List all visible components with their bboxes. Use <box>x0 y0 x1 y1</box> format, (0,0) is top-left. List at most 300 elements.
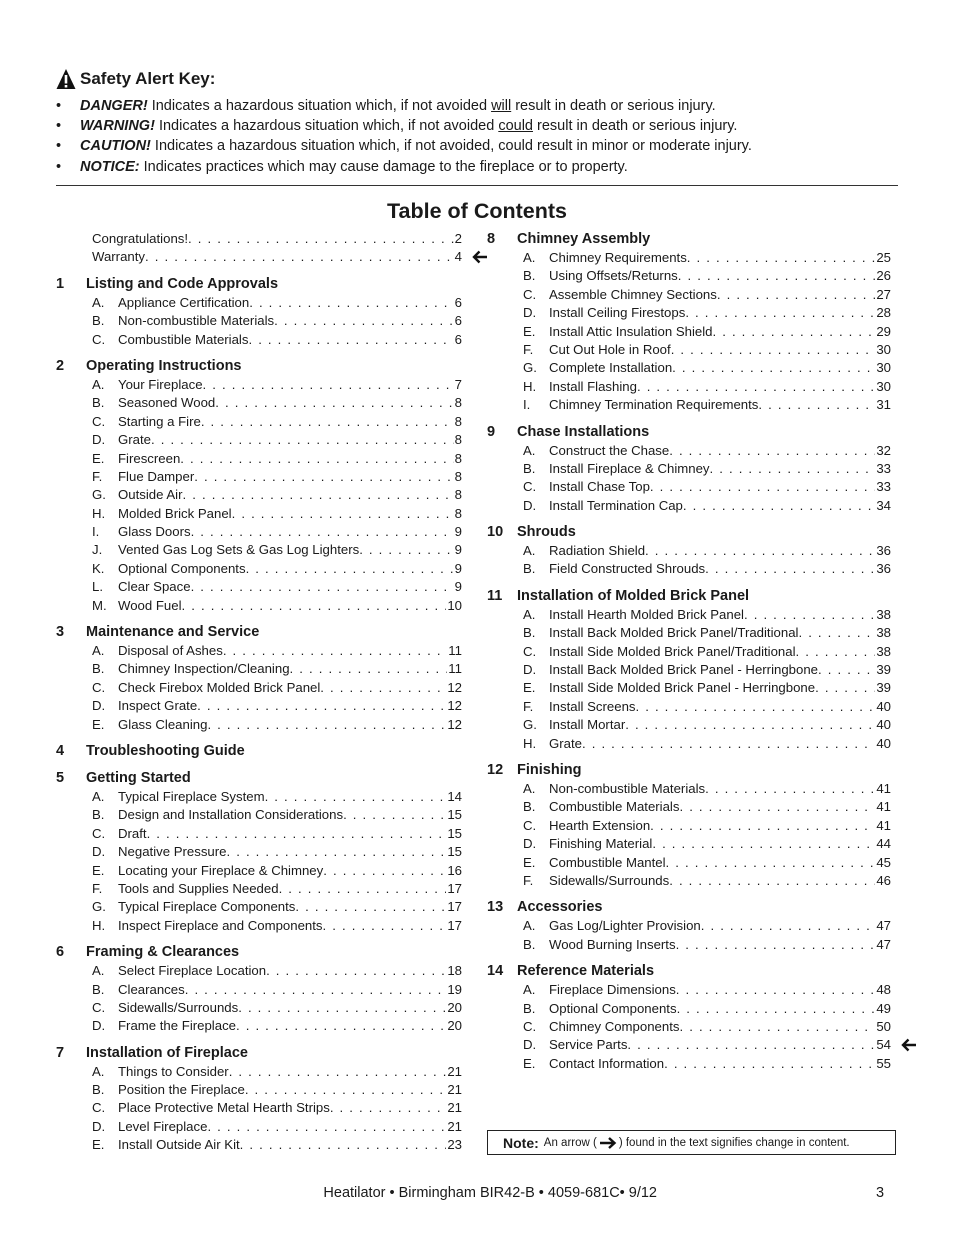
toc-entry-title: Chimney Inspection/Cleaning <box>118 661 290 677</box>
toc-entry[interactable] <box>92 541 462 559</box>
toc-entry[interactable] <box>523 1055 891 1073</box>
dot-leader <box>677 1000 876 1018</box>
toc-entry-line <box>549 661 891 679</box>
toc-entry-line <box>118 376 462 394</box>
toc-entry-letter: C. <box>92 999 106 1015</box>
toc-entry-page: 9 <box>454 579 462 595</box>
toc-entry-page: 33 <box>876 479 891 495</box>
toc-entry[interactable] <box>523 817 891 835</box>
toc-entry-letter: D. <box>523 1037 537 1053</box>
toc-entry[interactable] <box>92 806 462 824</box>
alert-term: WARNING! <box>80 118 155 135</box>
toc-entry[interactable] <box>523 478 891 496</box>
toc-section-heading[interactable] <box>487 761 891 780</box>
toc-entry-page: 20 <box>447 1018 462 1034</box>
toc-entry[interactable] <box>92 788 462 806</box>
toc-entry[interactable] <box>92 660 462 678</box>
toc-section <box>487 230 891 415</box>
dot-leader <box>185 981 447 999</box>
toc-entry-line <box>549 341 891 359</box>
toc-entry-letter: D. <box>92 1118 106 1134</box>
toc-section-heading[interactable] <box>56 769 462 788</box>
toc-section-heading[interactable] <box>56 357 462 376</box>
change-arrow-icon <box>599 1136 617 1150</box>
toc-section <box>487 587 891 753</box>
toc-section-number: 14 <box>487 963 504 980</box>
toc-entry[interactable] <box>523 497 891 515</box>
toc-entry[interactable] <box>523 716 891 734</box>
toc-entry-title: Gas Log/Lighter Provision <box>549 918 701 934</box>
toc-entry[interactable] <box>523 643 891 661</box>
toc-entry-letter: M. <box>92 597 107 613</box>
toc-entry-line <box>118 394 462 412</box>
toc-entry[interactable] <box>523 780 891 798</box>
toc-entry-letter: E. <box>92 862 105 878</box>
toc-entry-page: 12 <box>447 698 462 714</box>
toc-entry-letter: F. <box>92 880 103 896</box>
dot-leader <box>627 1036 875 1054</box>
toc-entry-line <box>549 854 891 872</box>
toc-entry-line <box>549 1018 891 1036</box>
dot-leader <box>359 541 453 559</box>
toc-entry[interactable] <box>92 642 462 660</box>
toc-entry[interactable] <box>523 624 891 642</box>
toc-entry-title: Grate <box>118 432 151 448</box>
toc-entry[interactable] <box>523 460 891 478</box>
toc-entry[interactable] <box>92 962 462 980</box>
toc-entry[interactable] <box>523 981 891 999</box>
toc-entry[interactable] <box>92 394 462 412</box>
toc-entry-letter: A. <box>523 606 536 622</box>
dot-leader <box>245 1081 447 1099</box>
toc-entry-line <box>549 396 891 414</box>
toc-entry-letter: C. <box>523 1018 537 1034</box>
dot-leader <box>798 624 875 642</box>
toc-entry-page: 54 <box>876 1037 891 1053</box>
toc-entry-line <box>118 505 462 523</box>
dot-leader <box>229 1063 447 1081</box>
toc-entry[interactable] <box>92 1081 462 1099</box>
toc-entry[interactable] <box>523 679 891 697</box>
alert-item <box>56 157 898 177</box>
toc-entry-page: 44 <box>876 836 891 852</box>
toc-intro-entry[interactable] <box>92 230 462 248</box>
dot-leader <box>671 341 876 359</box>
toc-entry-letter: E. <box>92 450 105 466</box>
toc-entry-page: 27 <box>876 286 891 302</box>
dot-leader <box>265 788 447 806</box>
dot-leader <box>676 936 876 954</box>
toc-entry[interactable] <box>92 523 462 541</box>
toc-entry[interactable] <box>92 716 462 734</box>
toc-entry[interactable] <box>92 999 462 1017</box>
toc-entry-letter: A. <box>92 643 105 659</box>
toc-entry-letter: B. <box>92 661 105 677</box>
toc-entry[interactable] <box>92 431 462 449</box>
toc-entry-page: 36 <box>876 561 891 577</box>
toc-section-title: Shrouds <box>517 524 576 541</box>
toc-entry-letter: B. <box>92 981 105 997</box>
toc-entry[interactable] <box>92 1063 462 1081</box>
toc-entry-title: Inspect Grate <box>118 698 198 714</box>
toc-entry-page: 16 <box>447 862 462 878</box>
toc-entry[interactable] <box>523 936 891 954</box>
toc-entry-letter: D. <box>92 1018 106 1034</box>
toc-entry-title: Grate <box>549 735 582 751</box>
toc-section-title: Finishing <box>517 761 582 778</box>
toc-entry-line <box>549 981 891 999</box>
toc-entry-title: Vented Gas Log Sets & Gas Log Lighters <box>118 542 360 558</box>
toc-entry-line <box>549 1055 891 1073</box>
dot-leader <box>232 505 454 523</box>
toc-entry[interactable] <box>92 981 462 999</box>
toc-entry-page: 40 <box>876 698 891 714</box>
toc-entry[interactable] <box>523 835 891 853</box>
toc-entry[interactable] <box>92 486 462 504</box>
toc-entry-letter: H. <box>523 735 537 751</box>
toc-entry-title: Inspect Fireplace and Components <box>118 917 323 933</box>
toc-entry-page: 31 <box>876 397 891 413</box>
toc-entry[interactable] <box>523 341 891 359</box>
toc-entry-line <box>118 697 462 715</box>
toc-entry[interactable] <box>92 597 462 615</box>
toc-entry-page: 6 <box>454 294 462 310</box>
toc-entry[interactable] <box>523 560 891 578</box>
toc-entry-page: 48 <box>876 982 891 998</box>
toc-entry-letter: L. <box>92 579 103 595</box>
toc-entry[interactable] <box>523 1000 891 1018</box>
note-box <box>487 1130 896 1155</box>
toc-entry-page: 11 <box>448 643 462 659</box>
toc-intro-entry[interactable] <box>92 248 462 266</box>
change-arrow-icon <box>901 1037 917 1053</box>
toc-section-number: 7 <box>56 1044 65 1061</box>
toc-entry-letter: E. <box>523 1055 536 1071</box>
safety-alert-key <box>56 66 898 177</box>
toc-entry[interactable] <box>92 679 462 697</box>
toc-section <box>56 623 462 734</box>
toc-entry-letter: F. <box>523 341 534 357</box>
toc-entry-line <box>118 981 462 999</box>
toc-entry-line <box>92 248 462 266</box>
toc-entry-line <box>118 450 462 468</box>
toc-entry-line <box>118 825 462 843</box>
toc-entry-title: Appliance Certification <box>118 294 250 310</box>
toc-entry-title: Install Ceiling Firestops <box>549 305 686 321</box>
toc-entry-letter: B. <box>523 625 536 641</box>
toc-entry-title: Install Attic Insulation Shield <box>549 323 713 339</box>
toc-entry-line <box>118 1017 462 1035</box>
toc-entry-page: 39 <box>876 680 891 696</box>
toc-entry-letter: J. <box>92 542 103 558</box>
dot-leader <box>669 442 875 460</box>
toc-entry-line <box>118 660 462 678</box>
dot-leader <box>330 1099 447 1117</box>
toc-entry[interactable] <box>523 359 891 377</box>
toc-entry[interactable] <box>92 578 462 596</box>
toc-section <box>56 769 462 935</box>
dot-leader <box>717 286 875 304</box>
dot-leader <box>191 523 454 541</box>
toc-entry-page: 36 <box>876 543 891 559</box>
toc-entry-letter: B. <box>523 936 536 952</box>
toc-section-heading[interactable] <box>487 587 891 606</box>
toc-entry-title: Install Outside Air Kit <box>118 1137 240 1153</box>
toc-entry-page: 10 <box>447 597 462 613</box>
dot-leader <box>796 643 876 661</box>
toc-entry-line <box>549 936 891 954</box>
toc-entry-line <box>118 312 462 330</box>
dot-leader <box>645 542 875 560</box>
toc-entry[interactable] <box>523 542 891 560</box>
toc-entry-page: 8 <box>454 487 462 503</box>
toc-entry-letter: G. <box>92 899 106 915</box>
toc-section-number: 4 <box>56 742 65 759</box>
dot-leader <box>818 661 875 679</box>
toc-entry[interactable] <box>92 843 462 861</box>
toc-entry-title: Outside Air <box>118 487 183 503</box>
alert-item <box>56 136 898 156</box>
toc-entry-line <box>549 497 891 515</box>
toc-entry-letter: A. <box>523 543 536 559</box>
toc-entry[interactable] <box>92 898 462 916</box>
toc-entry-title: Radiation Shield <box>549 543 646 559</box>
toc-entry-line <box>118 1063 462 1081</box>
toc-entry[interactable] <box>523 661 891 679</box>
toc-section-heading[interactable] <box>487 523 891 542</box>
toc-section-heading[interactable] <box>56 623 462 642</box>
toc-section-heading[interactable] <box>487 423 891 442</box>
dot-leader <box>249 294 453 312</box>
toc-entry[interactable] <box>523 396 891 414</box>
toc-entry-line <box>118 917 462 935</box>
toc-entry-page: 17 <box>447 880 462 896</box>
toc-entry-title: Install Screens <box>549 698 636 714</box>
toc-entry[interactable] <box>523 1018 891 1036</box>
alert-term: DANGER! <box>80 98 148 114</box>
toc-entry-title: Install Hearth Molded Brick Panel <box>549 606 744 622</box>
toc-entry[interactable] <box>92 862 462 880</box>
toc-entry-letter: C. <box>523 817 537 833</box>
toc-entry[interactable] <box>523 286 891 304</box>
toc-entry-title: Glass Cleaning <box>118 716 208 732</box>
toc-entry-letter: H. <box>92 505 106 521</box>
toc-entry-title: Optional Components <box>118 560 246 576</box>
toc-entry[interactable] <box>92 413 462 431</box>
toc-entry-letter: A. <box>92 963 105 979</box>
toc-section <box>487 423 891 516</box>
toc-entry[interactable] <box>523 267 891 285</box>
toc-entry[interactable] <box>92 468 462 486</box>
toc-entry-page: 45 <box>876 854 891 870</box>
toc-section-number: 8 <box>487 231 496 247</box>
toc-entry[interactable] <box>92 505 462 523</box>
toc-entry-line <box>118 1118 462 1136</box>
toc-entry[interactable] <box>92 917 462 935</box>
toc-entry-line <box>118 1081 462 1099</box>
toc-entry-letter: F. <box>523 872 534 888</box>
toc-entry-page: 4 <box>454 249 462 265</box>
toc-entry[interactable] <box>92 697 462 715</box>
toc-entry-title: Cut Out Hole in Roof <box>549 341 671 357</box>
toc-entry-page: 8 <box>454 468 462 484</box>
toc-entry-letter: I. <box>523 397 531 413</box>
toc-entry-line <box>549 323 891 341</box>
toc-entry-title: Finishing Material <box>549 836 653 852</box>
toc-entry[interactable] <box>523 698 891 716</box>
toc-entry-page: 11 <box>448 661 462 677</box>
toc-entry-title: Firescreen <box>118 450 181 466</box>
toc-section-heading[interactable] <box>487 962 891 981</box>
toc-entry-letter: A. <box>92 1063 105 1079</box>
dot-leader <box>147 825 447 843</box>
toc-entry[interactable] <box>523 1036 891 1054</box>
toc-entry-title: Chimney Termination Requirements <box>549 397 759 413</box>
toc-entry-line <box>549 798 891 816</box>
alert-text-end: result in death or serious injury. <box>532 118 738 135</box>
toc-entry[interactable] <box>92 1118 462 1136</box>
toc-entry-letter: B. <box>523 1000 536 1016</box>
toc-entry-page: 30 <box>876 378 891 394</box>
dot-leader <box>323 862 446 880</box>
toc-entry-page: 12 <box>447 679 462 695</box>
dot-leader <box>679 1018 875 1036</box>
toc-entry-letter: E. <box>523 323 536 339</box>
toc-entry-letter: B. <box>92 395 105 411</box>
toc-entry-title: Complete Installation <box>549 360 673 376</box>
dot-leader <box>290 660 448 678</box>
toc-section-heading[interactable] <box>487 898 891 917</box>
toc-entry[interactable] <box>92 450 462 468</box>
toc-section-title: Reference Materials <box>517 963 655 980</box>
dot-leader <box>678 267 876 285</box>
toc-entry[interactable] <box>523 606 891 624</box>
toc-section-title: Getting Started <box>86 769 191 786</box>
alert-text: Indicates practices which may cause damage to the fireplace or to property. <box>139 158 628 175</box>
toc-entry[interactable] <box>92 331 462 349</box>
toc-entry[interactable] <box>92 294 462 312</box>
toc-entry[interactable] <box>92 1136 462 1154</box>
warning-triangle-icon <box>56 68 76 90</box>
toc-entry-page: 41 <box>876 780 891 796</box>
toc-entry-page: 8 <box>454 505 462 521</box>
toc-entry-page: 49 <box>876 1000 891 1016</box>
toc-entry[interactable] <box>523 323 891 341</box>
toc-section-number: 2 <box>56 357 65 374</box>
alert-item <box>56 116 898 136</box>
toc-entry[interactable] <box>92 825 462 843</box>
toc-entry-letter: C. <box>92 413 106 429</box>
toc-section-heading[interactable] <box>56 742 462 761</box>
toc-entry-line <box>118 413 462 431</box>
dot-leader <box>679 798 875 816</box>
safety-alert-list <box>56 96 898 177</box>
toc-entry-title: Typical Fireplace Components <box>118 899 296 915</box>
dot-leader <box>685 304 875 322</box>
dot-leader <box>320 679 446 697</box>
toc-section-number: 9 <box>487 423 496 440</box>
toc-entry[interactable] <box>92 1099 462 1117</box>
toc-section-heading[interactable] <box>56 275 462 294</box>
toc-entry-page: 26 <box>876 268 891 284</box>
toc-section-heading[interactable] <box>56 943 462 962</box>
note-text-after: ) found in the text signifies change in content. <box>618 1136 850 1149</box>
toc-entry[interactable] <box>92 560 462 578</box>
toc-entry-page: 34 <box>876 497 891 513</box>
dot-leader <box>201 413 454 431</box>
dot-leader <box>266 962 446 980</box>
alert-text: Indicates a hazardous situation which, if not avoided <box>147 98 492 114</box>
dot-leader <box>701 917 876 935</box>
toc-entry-title: Negative Pressure <box>118 844 227 860</box>
dot-leader <box>669 872 875 890</box>
toc-entry-line <box>549 679 891 697</box>
dot-leader <box>637 378 875 396</box>
dot-leader <box>744 606 875 624</box>
toc-entry[interactable] <box>523 798 891 816</box>
toc-entry-title: Glass Doors <box>118 524 191 540</box>
dot-leader <box>343 806 446 824</box>
toc-entry-line <box>549 267 891 285</box>
toc-entry-line <box>118 294 462 312</box>
dot-leader <box>650 817 875 835</box>
toc-entry-letter: D. <box>92 432 106 448</box>
toc-entry-letter: D. <box>523 662 537 678</box>
toc-entry[interactable] <box>523 917 891 935</box>
toc-entry[interactable] <box>523 854 891 872</box>
toc-entry[interactable] <box>523 378 891 396</box>
toc-entry-page: 23 <box>447 1137 462 1153</box>
dot-leader <box>625 716 875 734</box>
toc-entry[interactable] <box>523 442 891 460</box>
toc-entry-letter: D. <box>523 305 537 321</box>
toc-entry[interactable] <box>92 880 462 898</box>
toc-entry-page: 39 <box>876 662 891 678</box>
toc-section-heading[interactable] <box>56 1044 462 1063</box>
dot-leader <box>145 248 454 266</box>
toc-section <box>56 1044 462 1155</box>
toc-entry[interactable] <box>523 872 891 890</box>
toc-section-heading[interactable] <box>487 230 891 249</box>
toc-entry-line <box>549 1036 891 1054</box>
toc-entry[interactable] <box>523 735 891 753</box>
toc-entry[interactable] <box>92 312 462 330</box>
dot-leader <box>672 359 875 377</box>
toc-entry-line <box>118 880 462 898</box>
toc-entry-line <box>118 560 462 578</box>
toc-section-number: 13 <box>487 899 504 916</box>
toc-entry-title: Install Termination Cap <box>549 497 683 513</box>
toc-entry[interactable] <box>523 249 891 267</box>
toc-section-number: 10 <box>487 524 504 541</box>
toc-section-title: Framing & Clearances <box>86 944 240 961</box>
toc-entry-page: 38 <box>876 606 891 622</box>
toc-entry-letter: A. <box>523 918 536 934</box>
toc-entry-title: Non-combustible Materials <box>118 313 275 329</box>
toc-entry-letter: D. <box>92 844 106 860</box>
toc-entry-line <box>549 378 891 396</box>
toc-entry-line <box>549 1000 891 1018</box>
toc-entry-line <box>118 578 462 596</box>
toc-entry-page: 21 <box>447 1063 462 1079</box>
toc-entry-page: 8 <box>454 395 462 411</box>
toc-entry[interactable] <box>523 304 891 322</box>
toc-entry-title: Install Back Molded Brick Panel/Traditional <box>549 625 799 641</box>
toc-entry-title: Install Mortar <box>549 717 626 733</box>
toc-entry[interactable] <box>92 1017 462 1035</box>
toc-entry[interactable] <box>92 376 462 394</box>
toc-right-column <box>487 230 891 1073</box>
